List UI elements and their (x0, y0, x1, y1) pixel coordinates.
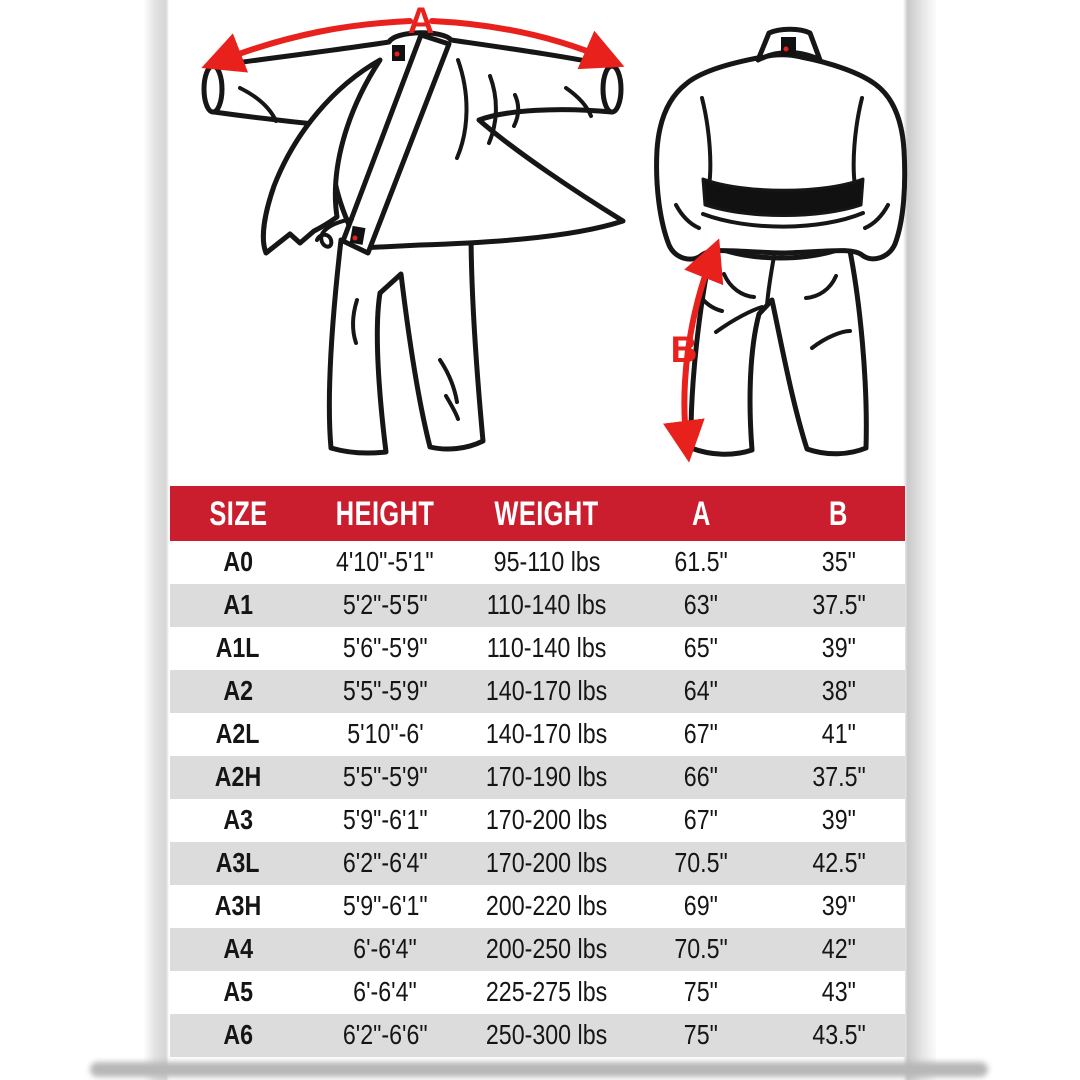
table-row-a3 (170, 799, 905, 842)
bottom-card-shadow (90, 1062, 988, 1077)
table-cell: 5'5"-5'9" (342, 761, 428, 793)
table-cell: 5'9"-6'1" (342, 804, 428, 836)
table-cell: 250-300 lbs (485, 1019, 608, 1051)
table-cell: 66" (683, 761, 719, 793)
table-cell: 170-200 lbs (485, 804, 608, 836)
table-cell: 6'-6'4" (353, 976, 417, 1008)
table-header-row (170, 486, 905, 541)
table-cell: 200-250 lbs (485, 933, 608, 965)
table-cell: 43.5" (812, 1019, 866, 1051)
table-cell: A4 (223, 933, 253, 965)
table-cell: 65" (683, 632, 719, 664)
table-cell: 38" (821, 675, 856, 707)
table-cell: 5'5"-5'9" (342, 675, 428, 707)
table-cell: 35" (821, 546, 856, 578)
table-cell: 64" (683, 675, 719, 707)
table-cell: 170-190 lbs (485, 761, 608, 793)
gi-pants-back (691, 246, 866, 454)
table-cell: 37.5" (812, 589, 866, 621)
table-row-a1 (170, 584, 905, 627)
column-header-height: HEIGHT (335, 493, 435, 533)
table-cell: 110-140 lbs (486, 632, 607, 664)
size-table (170, 486, 905, 1057)
table-cell: 6'-6'4" (353, 933, 417, 965)
table-row-a5 (170, 971, 905, 1014)
table-cell: A6 (223, 1019, 253, 1051)
gi-back-illustration (657, 29, 905, 454)
table-cell: 75" (683, 976, 719, 1008)
right-cuff (603, 66, 621, 112)
table-cell: 140-170 lbs (485, 675, 608, 707)
table-cell: A3H (214, 890, 262, 922)
table-cell: 39" (821, 632, 856, 664)
table-cell: A1 (223, 589, 253, 621)
table-cell: 225-275 lbs (485, 976, 608, 1008)
table-cell: 5'10"-6' (346, 718, 424, 750)
table-cell: 39" (821, 890, 856, 922)
table-row-a0 (170, 541, 905, 584)
table-cell: 63" (683, 589, 719, 621)
table-cell: 6'2"-6'6" (342, 1019, 428, 1051)
table-cell: 200-220 lbs (485, 890, 608, 922)
table-cell: 42.5" (812, 847, 866, 879)
left-cuff (204, 66, 222, 112)
table-body (170, 541, 905, 1057)
table-row-a2l (170, 713, 905, 756)
table-cell: 140-170 lbs (485, 718, 608, 750)
table-row-a6 (170, 1014, 905, 1057)
table-cell: A3 (223, 804, 253, 836)
label-b: B (670, 329, 698, 370)
table-row-a2h (170, 756, 905, 799)
table-cell: 95-110 lbs (493, 546, 601, 578)
table-cell: 67" (683, 718, 719, 750)
table-cell: 39" (821, 804, 856, 836)
table-cell: 70.5" (674, 847, 728, 879)
table-cell: 42" (821, 933, 856, 965)
table-row-a4 (170, 928, 905, 971)
measurement-diagram (0, 0, 1080, 480)
table-cell: 69" (683, 890, 719, 922)
column-header-weight: WEIGHT (494, 493, 599, 533)
table-cell: 37.5" (812, 761, 866, 793)
table-cell: 5'6"-5'9" (342, 632, 428, 664)
table-cell: A2 (223, 675, 253, 707)
table-row-a3h (170, 885, 905, 928)
back-collar-tag (781, 37, 796, 56)
table-cell: A2H (214, 761, 262, 793)
table-cell: 61.5" (674, 546, 728, 578)
table-cell: 170-200 lbs (485, 847, 608, 879)
table-cell: 4'10"-5'1" (336, 546, 434, 578)
table-cell: 6'2"-6'4" (342, 847, 428, 879)
table-row-a2 (170, 670, 905, 713)
table-cell: A1L (216, 632, 260, 664)
table-cell: 41" (821, 718, 856, 750)
table-cell: 70.5" (674, 933, 728, 965)
table-row-a1l (170, 627, 905, 670)
column-header-size: SIZE (208, 493, 268, 533)
table-cell: 110-140 lbs (486, 589, 607, 621)
table-cell: A3L (216, 847, 260, 879)
column-header-b: B (829, 493, 849, 533)
table-cell: A2L (216, 718, 260, 750)
column-header-a: A (691, 493, 711, 533)
table-cell: A5 (223, 976, 253, 1008)
table-row-a3l (170, 842, 905, 885)
label-a: A (407, 0, 435, 41)
table-cell: 5'2"-5'5" (342, 589, 428, 621)
table-cell: A0 (223, 546, 253, 578)
table-cell: 43" (821, 976, 856, 1008)
table-cell: 67" (683, 804, 719, 836)
gi-jacket-front-illustration (204, 33, 623, 453)
table-cell: 75" (683, 1019, 719, 1051)
table-cell: 5'9"-6'1" (342, 890, 428, 922)
gi-pants-front (329, 230, 483, 453)
